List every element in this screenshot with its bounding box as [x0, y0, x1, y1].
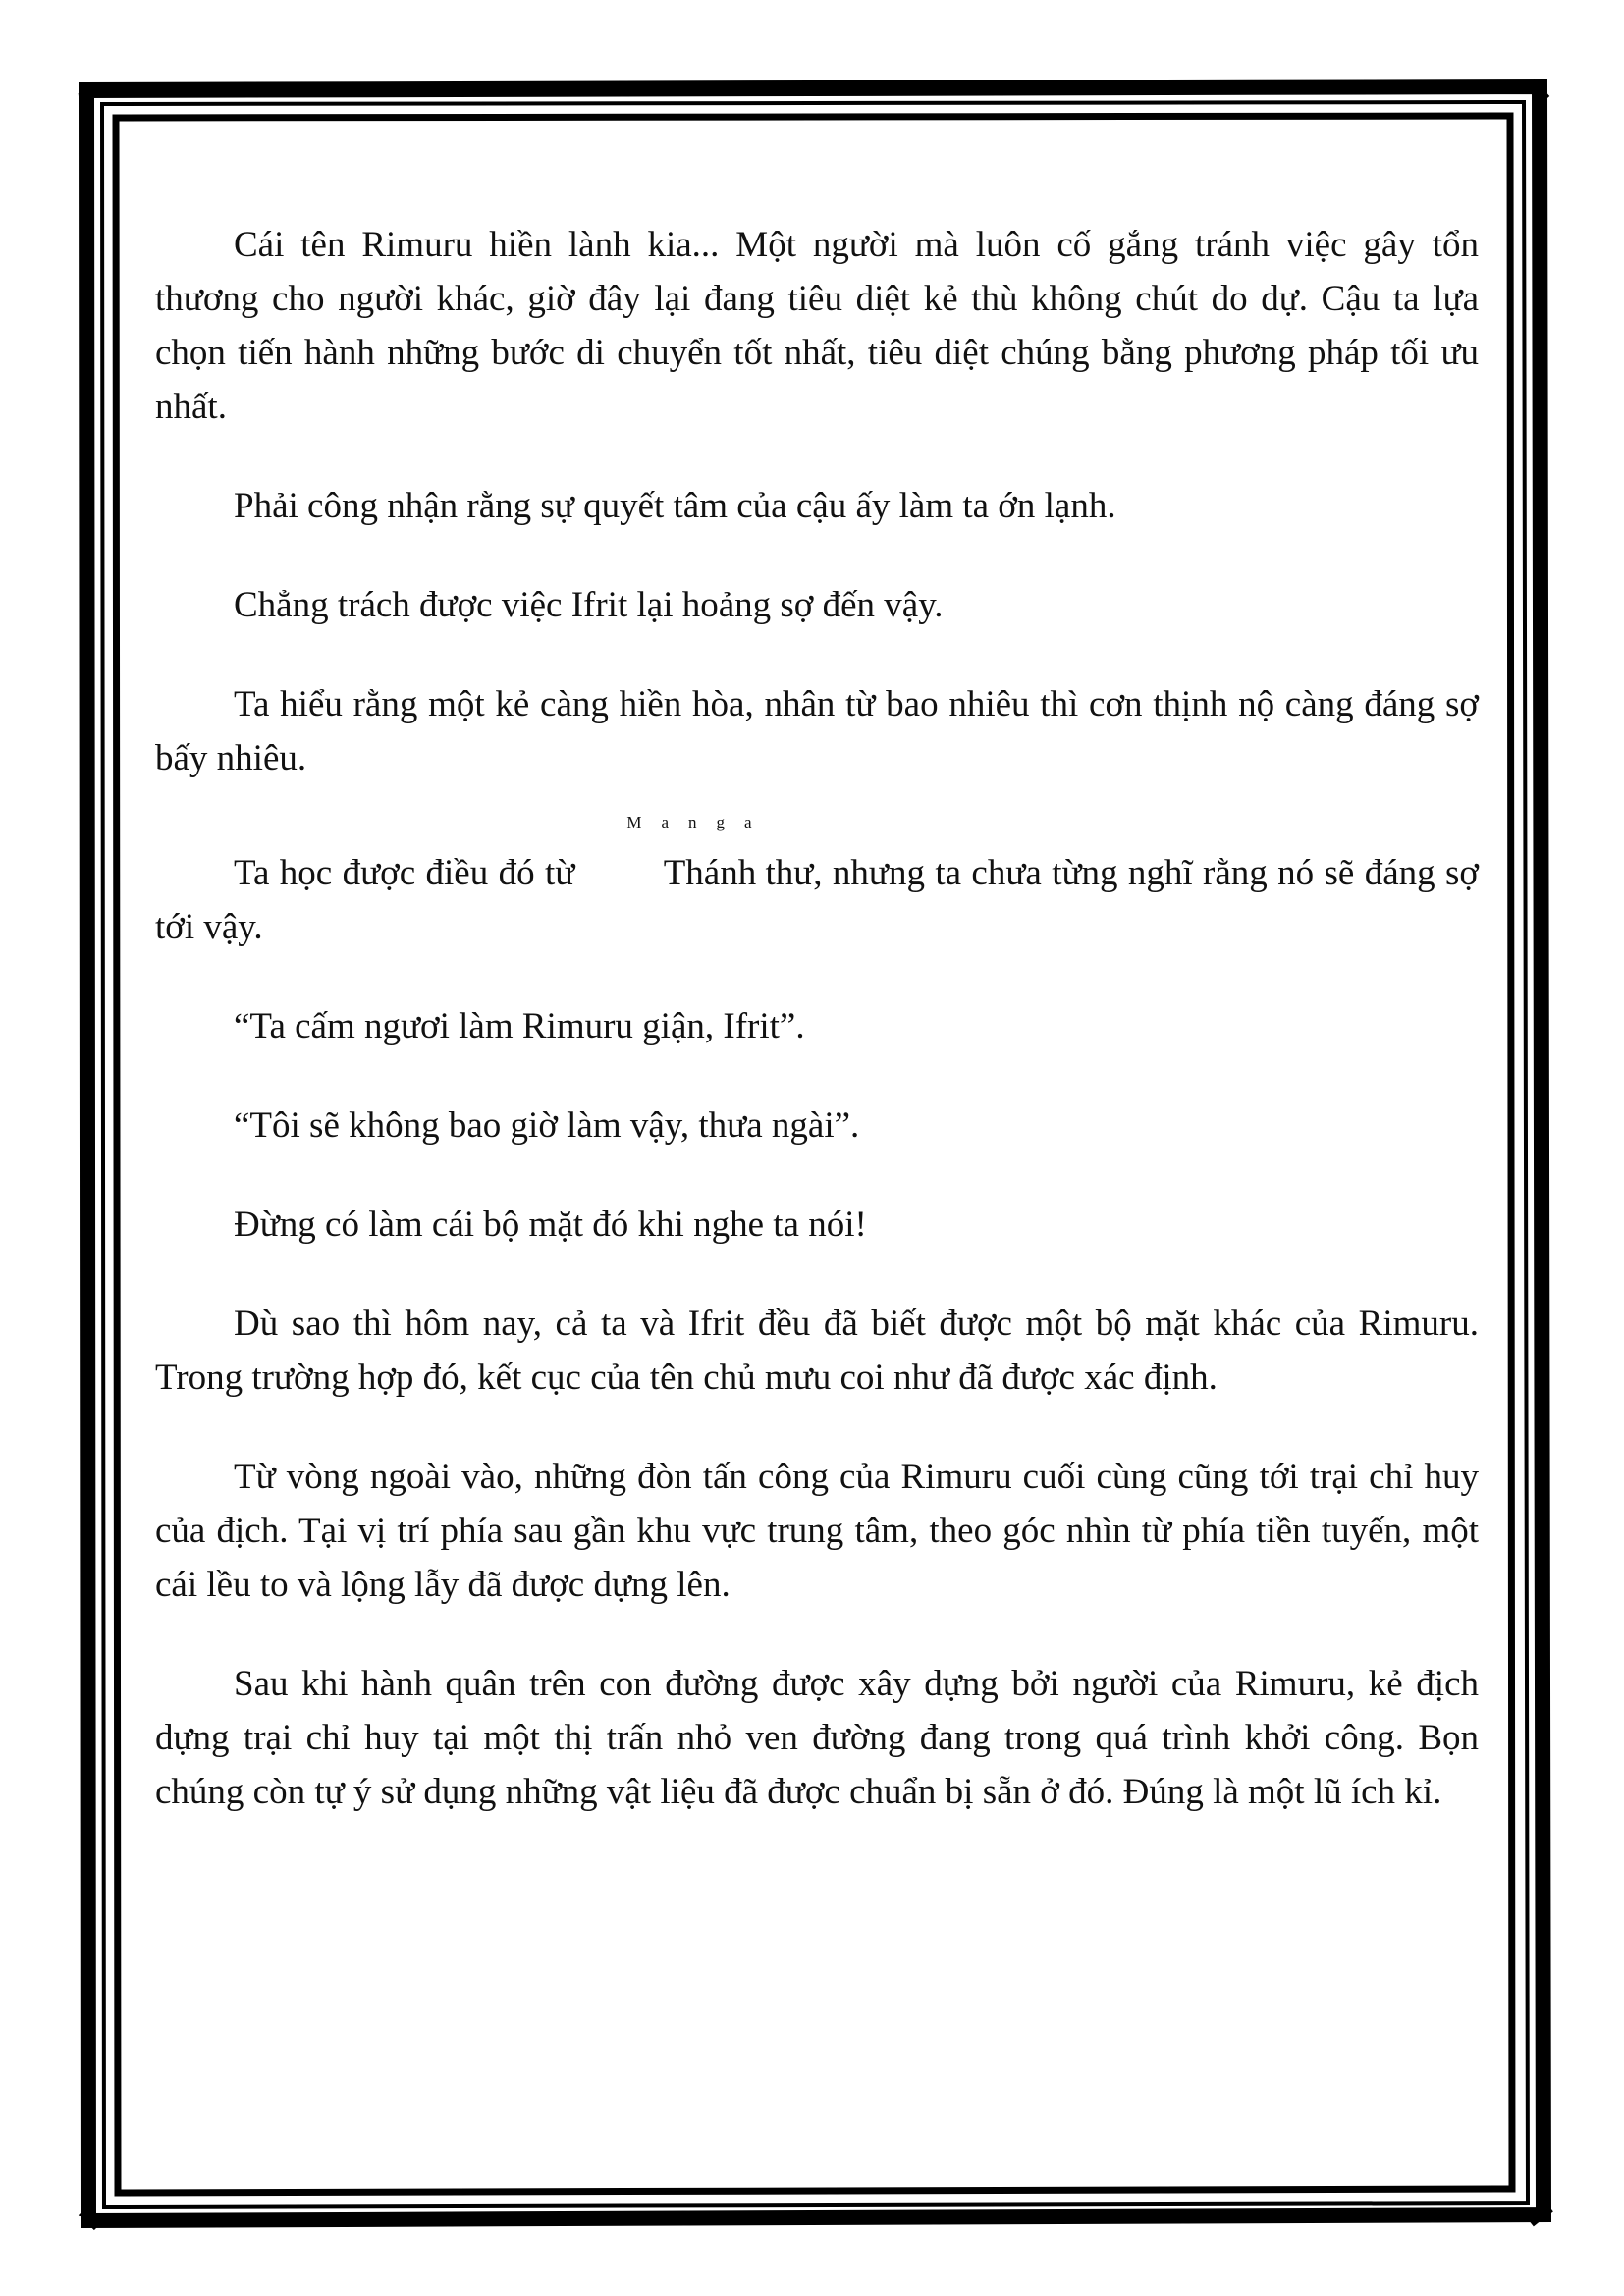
paragraph-11: Sau khi hành quân trên con đường được xây dựng bởi người của Rimuru, kẻ địch dựng trại chỉ huy tại một thị trấn nhỏ ven đường đang trong quá trình khởi công. Bọn chúng còn tự ý sử dụng những vật liệu đã được chuẩn bị sẵn ở đó. Đúng là một lũ ích kỉ.: [155, 1664, 1479, 1812]
paragraph-5-after: , nhưng ta chưa từng nghĩ rằng nó sẽ đáng sợ tới vậy.: [155, 853, 1479, 947]
paragraph-4: Ta hiểu rằng một kẻ càng hiền hòa, nhân từ bao nhiêu thì cơn thịnh nộ càng đáng sợ bấy nhiêu.: [155, 684, 1479, 778]
ruby-annotation: Manga: [626, 813, 772, 831]
paragraph-7: “Tôi sẽ không bao giờ làm vậy, thưa ngài”.: [234, 1105, 860, 1146]
paragraph-3: Chẳng trách được việc Ifrit lại hoảng sợ đến vậy.: [234, 585, 944, 625]
paragraph-6: “Ta cấm ngươi làm Rimuru giận, Ifrit”.: [234, 1006, 805, 1046]
paragraph-2: Phải công nhận rằng sự quyết tâm của cậu ấy làm ta ớn lạnh.: [234, 486, 1116, 526]
paragraph-10: Từ vòng ngoài vào, những đòn tấn công của Rimuru cuối cùng cũng tới trại chỉ huy của địch. Tại vị trí phía sau gần khu vực trung tâm, theo góc nhìn từ phía tiền tuyến, một cái lều to và lộng lẫy đã được dựng lên.: [155, 1457, 1479, 1605]
paragraph-5: [155, 813, 1479, 954]
paragraph-5-before: Ta học được điều đó từ: [234, 853, 585, 893]
ruby-base: Thánh thư: [663, 853, 814, 893]
ruby-annotated-word: [585, 813, 814, 900]
page-body: [155, 218, 1479, 1864]
paragraph-8: Đừng có làm cái bộ mặt đó khi nghe ta nói!: [234, 1204, 867, 1245]
paragraph-1: Cái tên Rimuru hiền lành kia... Một người mà luôn cố gắng tránh việc gây tổn thương cho người khác, giờ đây lại đang tiêu diệt kẻ thù không chút do dự. Cậu ta lựa chọn tiến hành những bước di chuyển tốt nhất, tiêu diệt chúng bằng phương pháp tối ưu nhất.: [155, 225, 1479, 427]
paragraph-9: Dù sao thì hôm nay, cả ta và Ifrit đều đã biết được một bộ mặt khác của Rimuru. Trong trường hợp đó, kết cục của tên chủ mưu coi như đã được xác định.: [155, 1304, 1479, 1398]
